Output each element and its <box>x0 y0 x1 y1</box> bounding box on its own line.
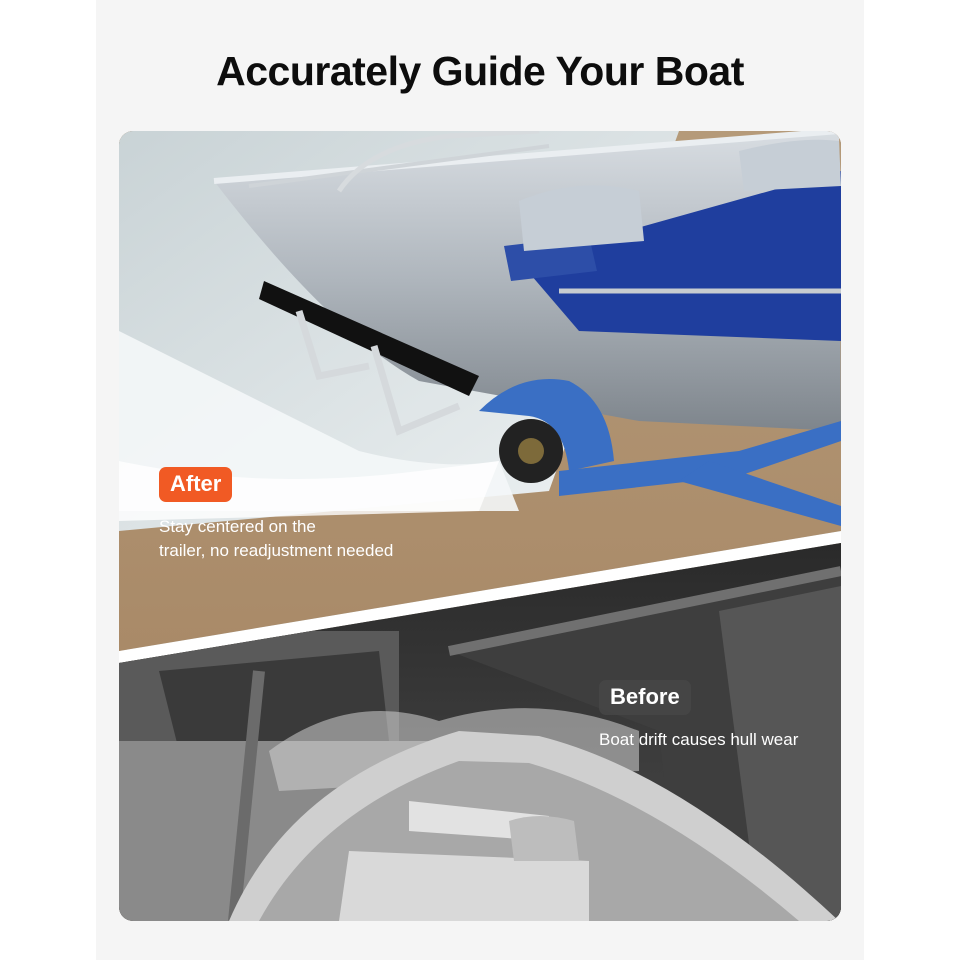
after-caption-line-2: trailer, no readjustment needed <box>159 541 394 560</box>
after-caption-line-1: Stay centered on the <box>159 517 316 536</box>
after-badge: After <box>159 467 232 502</box>
before-caption: Boat drift causes hull wear <box>599 730 799 749</box>
before-badge: Before <box>599 680 691 715</box>
after-caption <box>159 515 449 563</box>
page-title: Accurately Guide Your Boat <box>216 48 744 94</box>
